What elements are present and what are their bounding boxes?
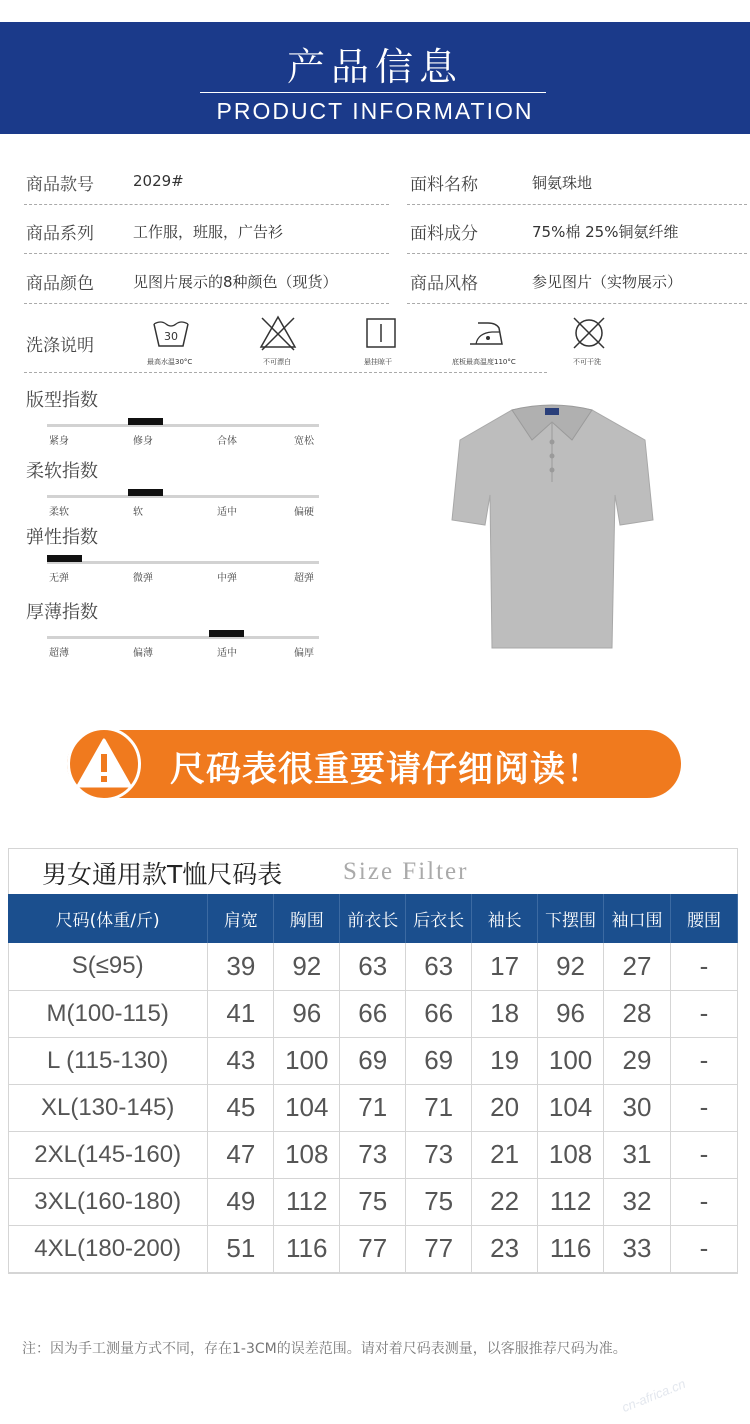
row-divider xyxy=(407,303,747,304)
size-table-header: 袖口围 xyxy=(604,894,671,943)
index-label: 偏薄 xyxy=(133,648,153,659)
warning-icon xyxy=(67,727,141,801)
measure-cell: 43 xyxy=(208,1037,274,1084)
care-text-dry: 悬挂晾干 xyxy=(364,358,392,366)
index-label: 宽松 xyxy=(294,436,314,447)
index-label: 柔软 xyxy=(49,507,69,518)
measure-cell: 32 xyxy=(604,1178,671,1225)
measure-cell: 27 xyxy=(604,943,671,990)
measure-cell: 18 xyxy=(472,990,538,1037)
size-table-header: 下摆围 xyxy=(538,894,604,943)
care-text-iron: 底板最高温度110°C xyxy=(452,358,516,366)
measure-cell: 75 xyxy=(406,1178,472,1225)
header-title-cn: 产品信息 xyxy=(286,45,463,89)
series-label: 商品系列 xyxy=(26,224,94,244)
measure-cell: 20 xyxy=(472,1084,538,1131)
watermark: cn-africa.cn xyxy=(619,1375,688,1416)
size-table xyxy=(8,894,738,1273)
table-row xyxy=(8,1037,738,1084)
measure-cell: 41 xyxy=(208,990,274,1037)
model-value: 2029# xyxy=(133,172,184,190)
size-table-header: 胸围 xyxy=(274,894,340,943)
measure-cell: 116 xyxy=(274,1225,340,1272)
measure-cell: - xyxy=(670,1225,737,1272)
measure-cell: 104 xyxy=(538,1084,604,1131)
index-track xyxy=(47,495,319,498)
measure-cell: 75 xyxy=(340,1178,406,1225)
index-marker xyxy=(209,630,244,637)
index-marker xyxy=(47,555,82,562)
size-cell: XL(130-145) xyxy=(8,1084,208,1131)
iron-110-icon xyxy=(466,318,506,354)
index-label: 中弹 xyxy=(217,573,237,584)
measure-cell: 47 xyxy=(208,1131,274,1178)
table-row xyxy=(8,1084,738,1131)
fabric-comp-value: 75%棉 25%铜氨纤维 xyxy=(532,223,679,241)
table-row xyxy=(8,1131,738,1178)
no-dry-clean-icon xyxy=(569,314,609,350)
measure-cell: 39 xyxy=(208,943,274,990)
measure-cell: - xyxy=(670,943,737,990)
svg-text:30: 30 xyxy=(164,330,178,343)
measure-cell: 45 xyxy=(208,1084,274,1131)
header-title-en: PRODUCT INFORMATION xyxy=(216,98,534,124)
index-label: 适中 xyxy=(217,507,237,518)
style-label: 商品风格 xyxy=(410,274,478,294)
care-divider xyxy=(24,372,547,373)
row-divider xyxy=(24,303,389,304)
index-label: 无弹 xyxy=(49,573,69,584)
row-divider xyxy=(24,204,389,205)
size-table-header: 袖长 xyxy=(472,894,538,943)
index-title: 弹性指数 xyxy=(26,527,98,548)
measure-cell: 77 xyxy=(340,1225,406,1272)
index-label: 合体 xyxy=(217,436,237,447)
care-text-wash: 最高水温30°C xyxy=(147,358,193,366)
size-cell: 4XL(180-200) xyxy=(8,1225,208,1272)
measure-cell: 31 xyxy=(604,1131,671,1178)
index-label: 超弹 xyxy=(294,573,314,584)
size-table-header: 腰围 xyxy=(670,894,737,943)
measure-cell: 112 xyxy=(538,1178,604,1225)
measure-cell: 108 xyxy=(274,1131,340,1178)
measure-cell: 116 xyxy=(538,1225,604,1272)
warning-text: 尺码表很重要请仔细阅读！ xyxy=(170,750,603,790)
index-label: 超薄 xyxy=(49,648,69,659)
index-label: 修身 xyxy=(133,436,153,447)
fabric-name-label: 面料名称 xyxy=(410,175,478,195)
index-label: 适中 xyxy=(217,648,237,659)
size-table-header: 肩宽 xyxy=(208,894,274,943)
size-cell: S(≤95) xyxy=(8,943,208,990)
care-text-dry-clean: 不可干洗 xyxy=(573,358,601,366)
measurement-note: 注：因为手工测量方式不同，存在1-3CM的误差范围。请对着尺码表测量，以客服推荐尺码为准。 xyxy=(22,1341,627,1357)
measure-cell: 71 xyxy=(340,1084,406,1131)
size-table-header: 后衣长 xyxy=(406,894,472,943)
measure-cell: 23 xyxy=(472,1225,538,1272)
measure-cell: 17 xyxy=(472,943,538,990)
color-label: 商品颜色 xyxy=(26,274,94,294)
measure-cell: 29 xyxy=(604,1037,671,1084)
header-divider xyxy=(200,92,546,93)
measure-cell: 104 xyxy=(274,1084,340,1131)
care-text-bleach: 不可漂白 xyxy=(263,358,291,366)
table-row xyxy=(8,1178,738,1225)
fabric-name-value: 铜氨珠地 xyxy=(532,174,593,192)
measure-cell: - xyxy=(670,990,737,1037)
measure-cell: 77 xyxy=(406,1225,472,1272)
measure-cell: 92 xyxy=(538,943,604,990)
measure-cell: 21 xyxy=(472,1131,538,1178)
measure-cell: 30 xyxy=(604,1084,671,1131)
care-label: 洗涤说明 xyxy=(26,336,94,356)
index-label: 微弹 xyxy=(133,573,153,584)
measure-cell: 19 xyxy=(472,1037,538,1084)
size-table-title: 男女通用款T恤尺码表 xyxy=(42,860,283,889)
index-marker xyxy=(128,418,163,425)
size-table-header: 前衣长 xyxy=(340,894,406,943)
measure-cell: 96 xyxy=(274,990,340,1037)
measure-cell: 73 xyxy=(340,1131,406,1178)
index-title: 柔软指数 xyxy=(26,461,98,482)
row-divider xyxy=(24,253,389,254)
size-cell: M(100-115) xyxy=(8,990,208,1037)
index-track xyxy=(47,424,319,427)
measure-cell: 49 xyxy=(208,1178,274,1225)
measure-cell: - xyxy=(670,1131,737,1178)
index-title: 版型指数 xyxy=(26,390,98,411)
index-label: 偏硬 xyxy=(294,507,314,518)
measure-cell: 22 xyxy=(472,1178,538,1225)
size-cell: L (115-130) xyxy=(8,1037,208,1084)
index-track xyxy=(47,561,319,564)
index-track xyxy=(47,636,319,639)
measure-cell: 96 xyxy=(538,990,604,1037)
polo-shirt-image xyxy=(450,400,655,655)
series-value: 工作服，班服，广告衫 xyxy=(133,223,284,241)
size-cell: 3XL(160-180) xyxy=(8,1178,208,1225)
measure-cell: 69 xyxy=(340,1037,406,1084)
measure-cell: 100 xyxy=(274,1037,340,1084)
measure-cell: 108 xyxy=(538,1131,604,1178)
measure-cell: 28 xyxy=(604,990,671,1037)
row-divider xyxy=(407,204,747,205)
measure-cell: 66 xyxy=(340,990,406,1037)
measure-cell: 51 xyxy=(208,1225,274,1272)
measure-cell: 69 xyxy=(406,1037,472,1084)
measure-cell: 33 xyxy=(604,1225,671,1272)
product-info-header xyxy=(0,22,750,134)
measure-cell: 63 xyxy=(406,943,472,990)
index-title: 厚薄指数 xyxy=(26,602,98,623)
size-table-header: 尺码(体重/斤) xyxy=(8,894,208,943)
size-cell: 2XL(145-160) xyxy=(8,1131,208,1178)
measure-cell: 66 xyxy=(406,990,472,1037)
style-value: 参见图片（实物展示） xyxy=(532,273,683,291)
index-marker xyxy=(128,489,163,496)
measure-cell: 92 xyxy=(274,943,340,990)
table-row xyxy=(8,1225,738,1272)
no-bleach-icon xyxy=(258,314,298,350)
index-label: 软 xyxy=(133,507,143,518)
measure-cell: 63 xyxy=(340,943,406,990)
model-label: 商品款号 xyxy=(26,175,94,195)
table-row xyxy=(8,990,738,1037)
measure-cell: 71 xyxy=(406,1084,472,1131)
color-value: 见图片展示的8种颜色（现货） xyxy=(133,273,338,291)
size-table-subtitle: Size Filter xyxy=(343,858,469,885)
measure-cell: 73 xyxy=(406,1131,472,1178)
hang-dry-icon xyxy=(362,316,402,352)
fabric-comp-label: 面料成分 xyxy=(410,224,478,244)
row-divider xyxy=(407,253,747,254)
index-label: 紧身 xyxy=(49,436,69,447)
table-row xyxy=(8,943,738,990)
measure-cell: - xyxy=(670,1178,737,1225)
index-label: 偏厚 xyxy=(294,648,314,659)
wash-30-icon xyxy=(151,316,191,352)
measure-cell: 100 xyxy=(538,1037,604,1084)
measure-cell: - xyxy=(670,1037,737,1084)
measure-cell: 112 xyxy=(274,1178,340,1225)
measure-cell: - xyxy=(670,1084,737,1131)
